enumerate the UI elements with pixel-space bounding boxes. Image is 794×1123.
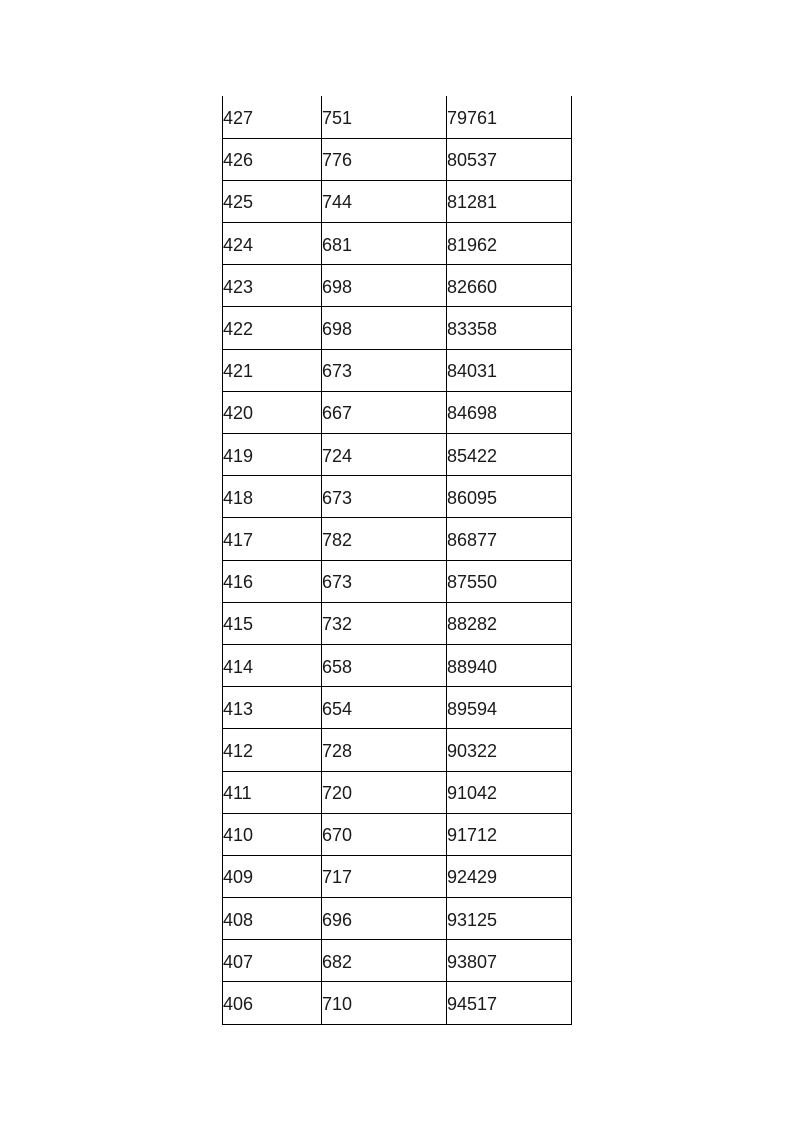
cumulative-cell: 85422 xyxy=(447,434,572,476)
cumulative-cell: 84698 xyxy=(447,391,572,433)
score-cell: 426 xyxy=(223,138,322,180)
table-row xyxy=(223,560,572,602)
cumulative-cell: 88282 xyxy=(447,602,572,644)
score-cell: 415 xyxy=(223,602,322,644)
table-row xyxy=(223,687,572,729)
count-cell: 681 xyxy=(322,223,447,265)
count-cell: 673 xyxy=(322,476,447,518)
table-body xyxy=(223,96,572,1024)
data-table xyxy=(222,96,572,1025)
cumulative-cell: 86877 xyxy=(447,518,572,560)
score-cell: 411 xyxy=(223,771,322,813)
score-cell: 427 xyxy=(223,96,322,138)
cumulative-cell: 84031 xyxy=(447,349,572,391)
table-row xyxy=(223,476,572,518)
score-cell: 408 xyxy=(223,898,322,940)
table-row xyxy=(223,96,572,138)
score-cell: 417 xyxy=(223,518,322,560)
table-row xyxy=(223,982,572,1024)
cumulative-cell: 87550 xyxy=(447,560,572,602)
cumulative-cell: 93807 xyxy=(447,940,572,982)
cumulative-cell: 83358 xyxy=(447,307,572,349)
count-cell: 654 xyxy=(322,687,447,729)
count-cell: 667 xyxy=(322,391,447,433)
count-cell: 776 xyxy=(322,138,447,180)
table-row xyxy=(223,813,572,855)
table-row xyxy=(223,180,572,222)
table-row xyxy=(223,349,572,391)
cumulative-cell: 82660 xyxy=(447,265,572,307)
table-row xyxy=(223,771,572,813)
cumulative-cell: 88940 xyxy=(447,644,572,686)
count-cell: 724 xyxy=(322,434,447,476)
score-cell: 410 xyxy=(223,813,322,855)
count-cell: 732 xyxy=(322,602,447,644)
count-cell: 720 xyxy=(322,771,447,813)
table-row xyxy=(223,855,572,897)
score-cell: 416 xyxy=(223,560,322,602)
table-row xyxy=(223,898,572,940)
cumulative-cell: 79761 xyxy=(447,96,572,138)
table-row xyxy=(223,644,572,686)
score-cell: 414 xyxy=(223,644,322,686)
score-cell: 420 xyxy=(223,391,322,433)
table-row xyxy=(223,729,572,771)
score-cell: 423 xyxy=(223,265,322,307)
cumulative-cell: 80537 xyxy=(447,138,572,180)
cumulative-cell: 89594 xyxy=(447,687,572,729)
score-cell: 418 xyxy=(223,476,322,518)
count-cell: 782 xyxy=(322,518,447,560)
table-row xyxy=(223,518,572,560)
cumulative-cell: 91712 xyxy=(447,813,572,855)
table-row xyxy=(223,434,572,476)
cumulative-cell: 93125 xyxy=(447,898,572,940)
count-cell: 751 xyxy=(322,96,447,138)
cumulative-cell: 94517 xyxy=(447,982,572,1024)
score-cell: 419 xyxy=(223,434,322,476)
table-row xyxy=(223,265,572,307)
cumulative-cell: 92429 xyxy=(447,855,572,897)
score-cell: 422 xyxy=(223,307,322,349)
table-row xyxy=(223,940,572,982)
table-row xyxy=(223,602,572,644)
cumulative-cell: 91042 xyxy=(447,771,572,813)
score-cell: 424 xyxy=(223,223,322,265)
table-row xyxy=(223,307,572,349)
count-cell: 698 xyxy=(322,265,447,307)
count-cell: 698 xyxy=(322,307,447,349)
table-row xyxy=(223,391,572,433)
count-cell: 728 xyxy=(322,729,447,771)
cumulative-cell: 90322 xyxy=(447,729,572,771)
table-row xyxy=(223,138,572,180)
cumulative-cell: 81281 xyxy=(447,180,572,222)
count-cell: 682 xyxy=(322,940,447,982)
cumulative-cell: 81962 xyxy=(447,223,572,265)
count-cell: 670 xyxy=(322,813,447,855)
count-cell: 717 xyxy=(322,855,447,897)
count-cell: 658 xyxy=(322,644,447,686)
count-cell: 710 xyxy=(322,982,447,1024)
count-cell: 696 xyxy=(322,898,447,940)
score-cell: 407 xyxy=(223,940,322,982)
score-cell: 409 xyxy=(223,855,322,897)
count-cell: 673 xyxy=(322,560,447,602)
count-cell: 744 xyxy=(322,180,447,222)
cumulative-cell: 86095 xyxy=(447,476,572,518)
score-cell: 425 xyxy=(223,180,322,222)
score-cell: 421 xyxy=(223,349,322,391)
count-cell: 673 xyxy=(322,349,447,391)
score-cell: 406 xyxy=(223,982,322,1024)
score-cell: 412 xyxy=(223,729,322,771)
score-cell: 413 xyxy=(223,687,322,729)
table-row xyxy=(223,223,572,265)
